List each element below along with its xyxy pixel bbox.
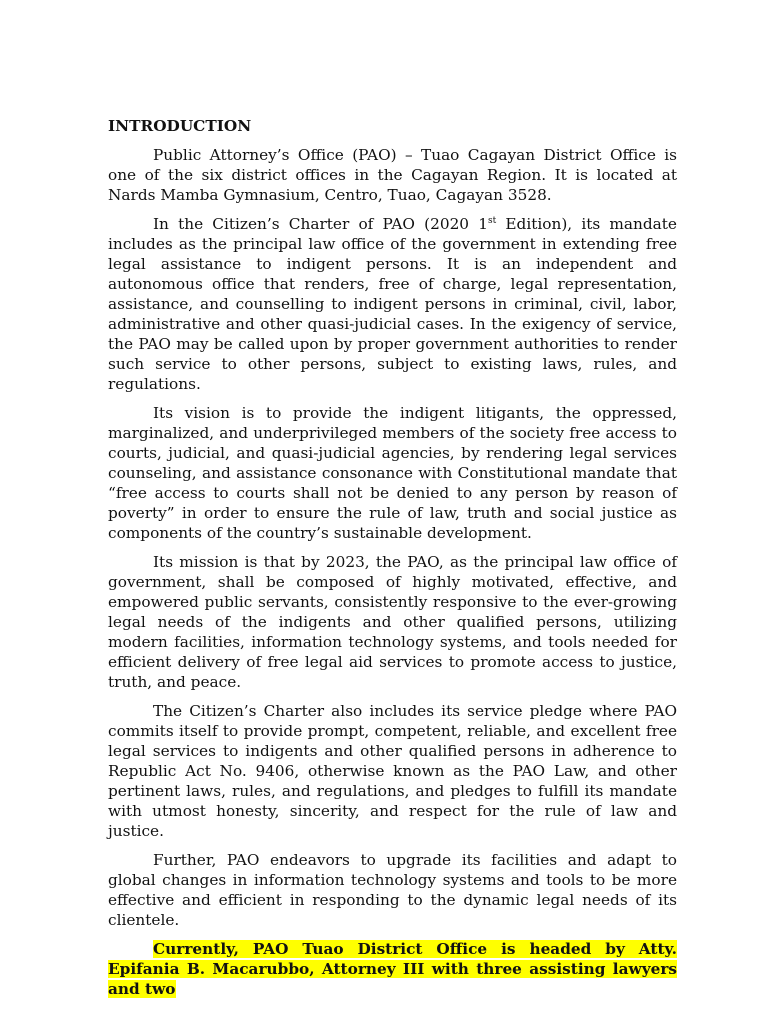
highlighted-text: Currently, PAO Tuao District Office is headed by Atty. Epifania B. Macarubbo, Attorney III with three assisting lawyers and two bbox=[108, 940, 677, 998]
mandate-text-end: Edition), its mandate includes as the principal law office of the government in extending free legal assistance to indigent persons. It is an independent and autonomous office that renders, free of charge, legal representation, assistance, and counselling to indigent persons in criminal, civil, labor, administrative and other quasi-judicial cases. In the exigency of service, the PAO may be called upon by proper government authorities to render such service to other persons, subject to existing laws, rules, and regulations. bbox=[108, 215, 677, 393]
paragraph-location: Public Attorney’s Office (PAO) – Tuao Cagayan District Office is one of the six district offices in the Cagayan Region. It is located at Nards Mamba Gymnasium, Centro, Tuao, Cagayan 3528. bbox=[108, 146, 677, 204]
paragraph-mission: Its mission is that by 2023, the PAO, as the principal law office of government, shall be composed of highly motivated, effective, and empowered public servants, consistently responsive to the ever-growing legal needs of the indigents and other qualified persons, utilizing modern facilities, information technology systems, and tools needed for efficient delivery of free legal aid services to promote access to justice, truth, and peace. bbox=[108, 553, 677, 691]
paragraph-service-pledge: The Citizen’s Charter also includes its service pledge where PAO commits itself to provide prompt, competent, reliable, and excellent free legal services to indigents and other qualified persons in adherence to Republic Act No. 9406, otherwise known as the PAO Law, and other pertinent laws, rules, and regulations, and pledges to fulfill its mandate with utmost honesty, sincerity, and respect for the rule of law and justice. bbox=[108, 702, 677, 840]
paragraph-vision: Its vision is to provide the indigent litigants, the oppressed, marginalized, and underprivileged members of the society free access to courts, judicial, and quasi-judicial agencies, by rendering legal services counseling, and assistance consonance with Constitutional mandate that “free access to courts shall not be denied to any person by reason of poverty” in order to ensure the rule of law, truth and social justice as components of the country’s sustainable development. bbox=[108, 404, 677, 542]
ordinal-suffix: st bbox=[487, 215, 497, 226]
section-heading: INTRODUCTION bbox=[108, 117, 252, 135]
paragraph-endeavors: Further, PAO endeavors to upgrade its facilities and adapt to global changes in information technology systems and tools to be more effective and efficient in responding to the dynamic legal needs of its clientele. bbox=[108, 851, 677, 929]
document-page bbox=[108, 116, 677, 1008]
mandate-text-start: In the Citizen’s Charter of PAO (2020 1 bbox=[153, 215, 488, 233]
paragraph-mandate bbox=[108, 214, 677, 394]
paragraph-current-head bbox=[108, 939, 677, 999]
